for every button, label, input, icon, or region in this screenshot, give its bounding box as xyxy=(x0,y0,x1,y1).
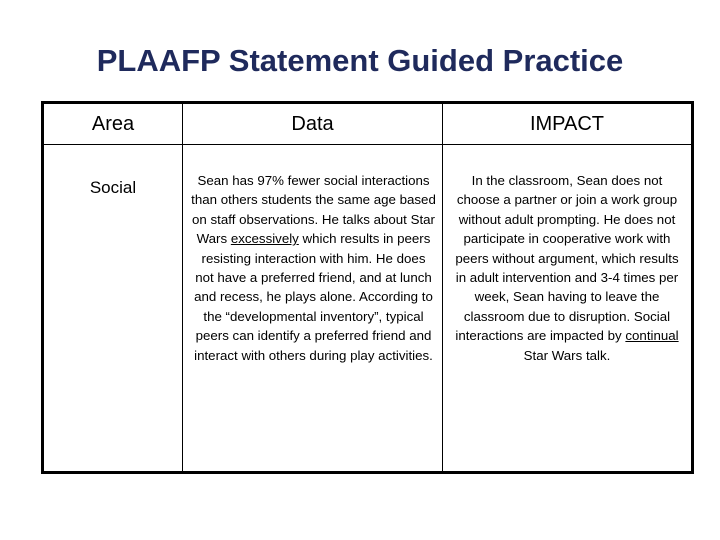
page-title-text: PLAAFP Statement Guided Practice xyxy=(96,43,624,78)
header-data: Data xyxy=(183,103,443,145)
impact-text-before: In the classroom, Sean does not choose a partner or join a work group without adult prompting. He does not participate in cooperative work with peers without argument, which results in adult intervention and 3-4 times per week, Sean having to leave the classroom due to disruption. Social interactions are impacted by xyxy=(455,173,679,344)
impact-text-after: Star Wars talk. xyxy=(523,347,611,363)
data-text-before: Sean has 97% fewer social interactions than others students the same age based on staff observations. He talks about Star Wars xyxy=(191,173,436,247)
impact-cell xyxy=(443,145,693,473)
data-cell xyxy=(183,145,443,473)
page-title xyxy=(0,40,720,82)
header-impact: IMPACT xyxy=(443,103,693,145)
table-row xyxy=(43,145,693,473)
data-text-underlined: excessively xyxy=(230,231,299,247)
area-cell: Social xyxy=(43,145,183,473)
impact-text-underlined: continual xyxy=(625,328,679,344)
table-header-row xyxy=(43,103,693,145)
header-area: Area xyxy=(43,103,183,145)
data-text-after: which results in peers resisting interaction with him. He does not have a preferred friend, and at lunch and recess, he plays alone. According to the “developmental inventory”, typical peers can identify a preferred friend and interact with others during play activities. xyxy=(194,231,433,363)
plaafp-table xyxy=(41,101,694,474)
